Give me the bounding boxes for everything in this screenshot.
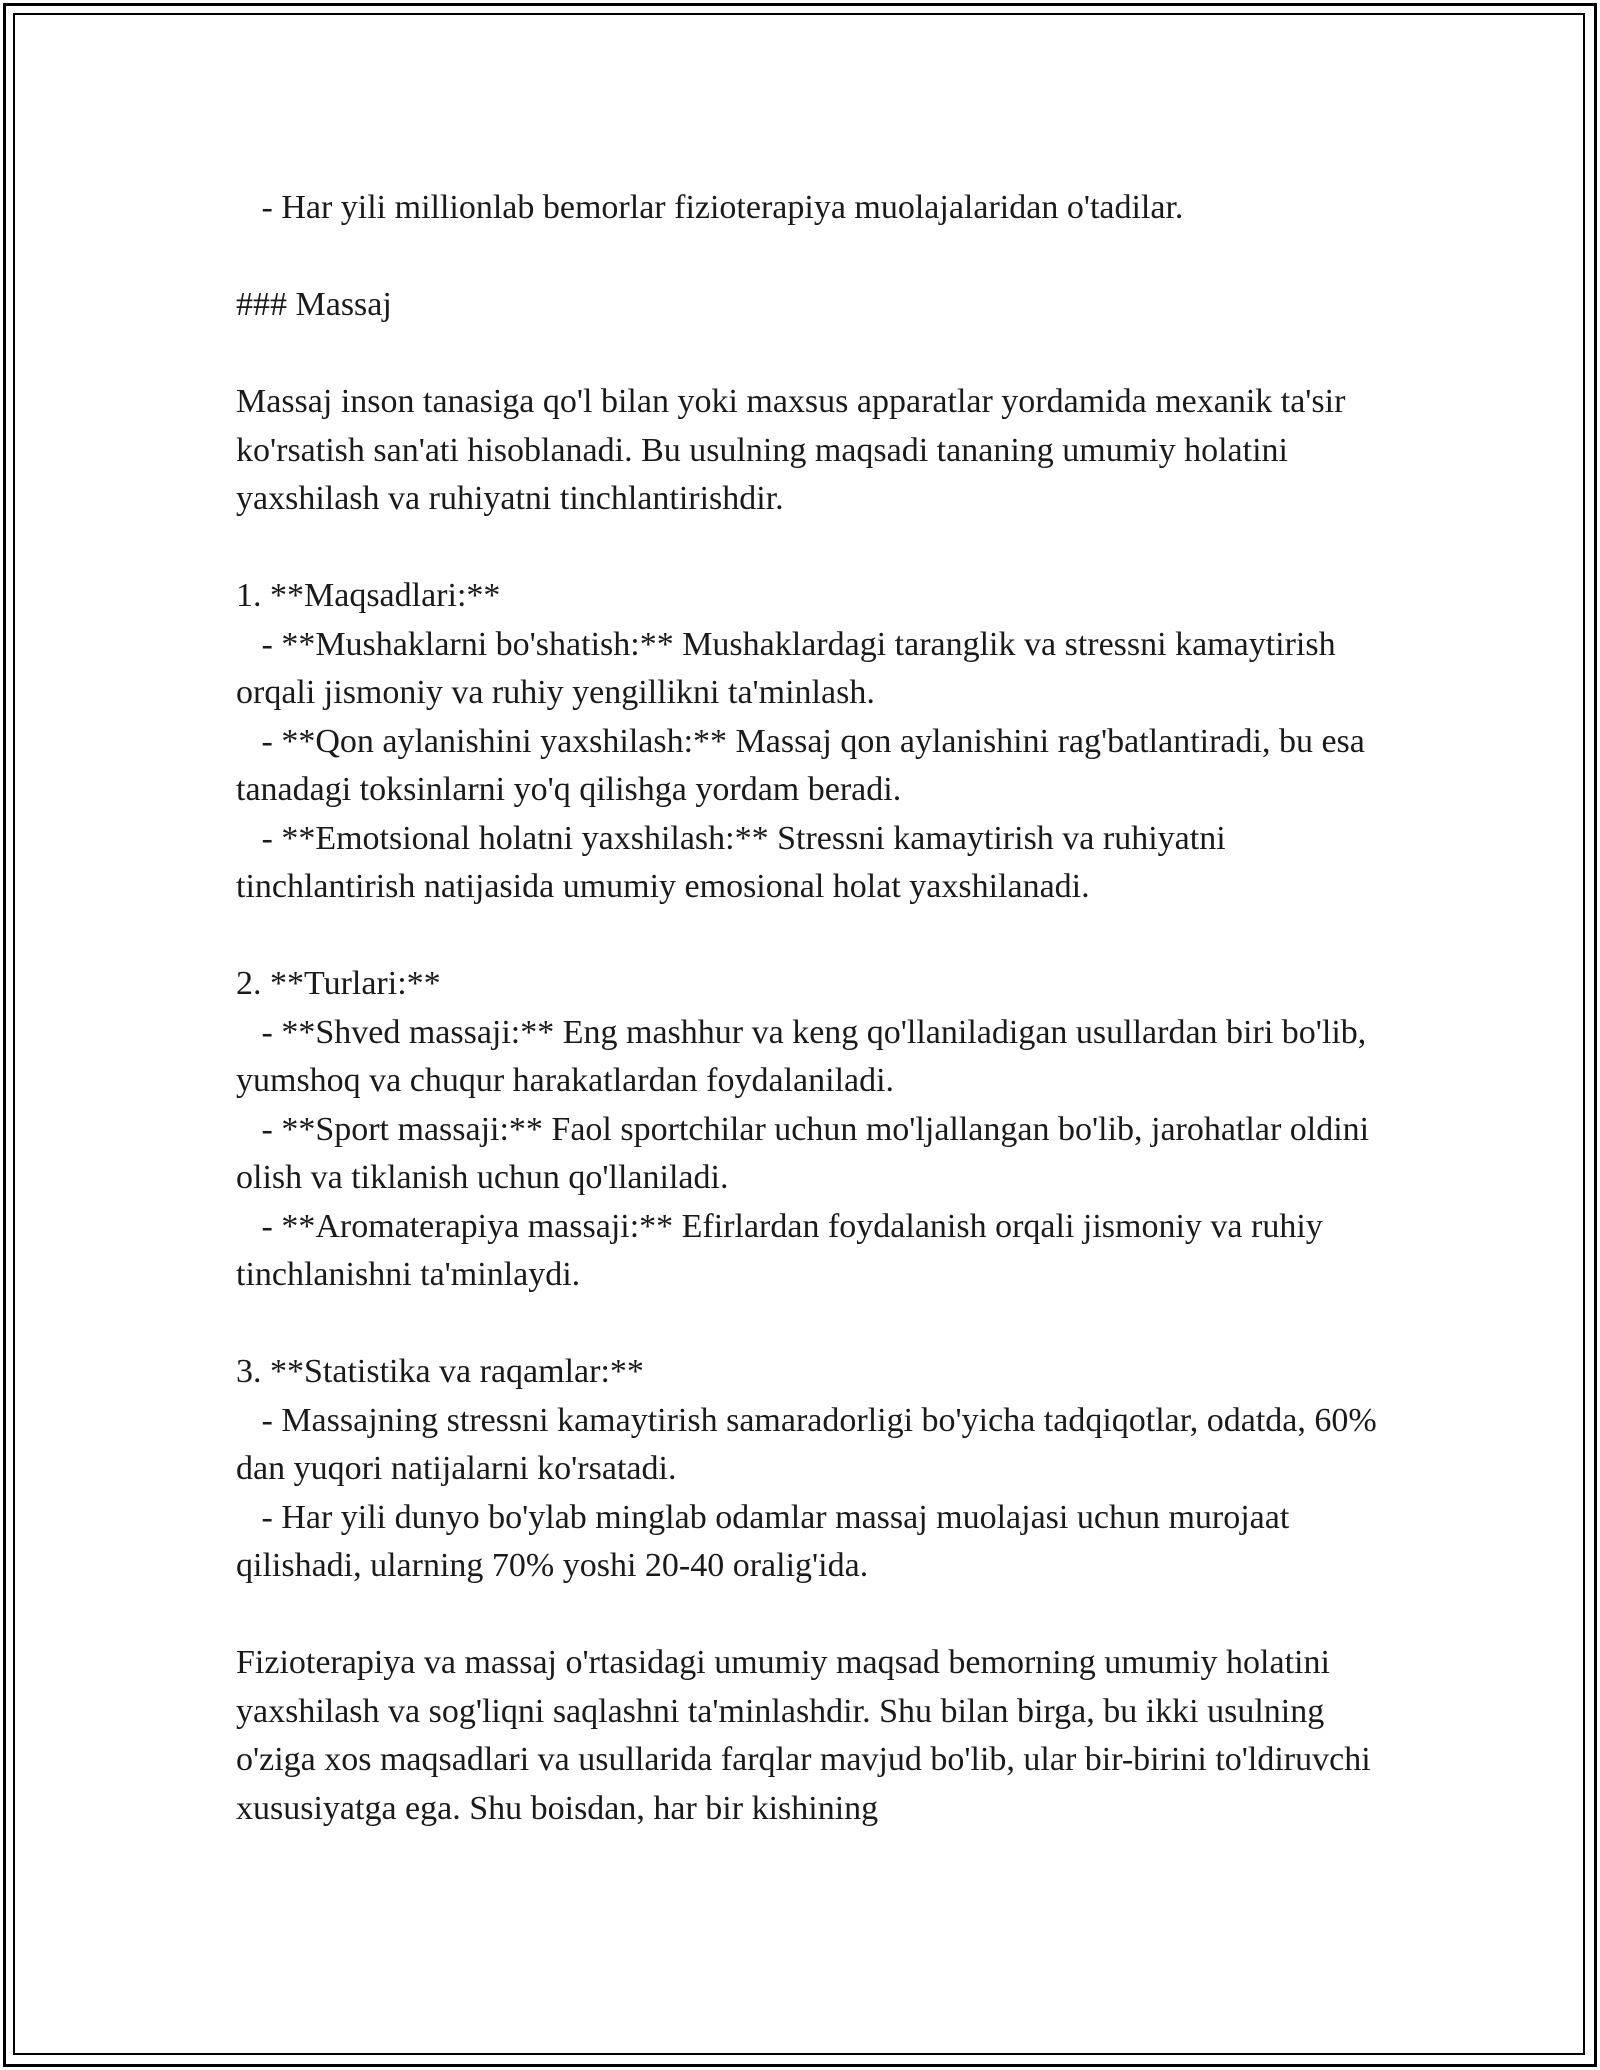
list-item-muscle-relax: - **Mushaklarni bo'shatish:** Mushaklardagi taranglik va stressni kamaytirish orqali jismoniy va ruhiy yengillikni ta'minlash. (236, 625, 1345, 711)
blank-line (236, 524, 1386, 573)
list-item-aromatherapy: - **Aromaterapiya massaji:** Efirlardan foydalanish orqali jismoniy va ruhiy tinchlanishni ta'minlaydi. (236, 1207, 1332, 1293)
document-body (236, 184, 1386, 1833)
blank-line (236, 330, 1386, 379)
list-item-sport: - **Sport massaji:** Faol sportchilar uchun mo'ljallangan bo'lib, jarohatlar oldini olish va tiklanish uchun qo'llaniladi. (236, 1110, 1378, 1196)
list-item-yearly-stats: - Har yili dunyo bo'ylab minglab odamlar massaj muolajasi uchun murojaat qilishadi, ularning 70% yoshi 20-40 oralig'ida. (236, 1498, 1298, 1584)
list-heading-goals: 1. **Maqsadlari:** (236, 577, 501, 614)
list-item-emotional: - **Emotsional holatni yaxshilash:** Stressni kamaytirish va ruhiyatni tinchlantirish natijasida umumiy emosional holat yaxshilanadi. (236, 819, 1235, 905)
section-heading-massaj: ### Massaj (236, 286, 392, 323)
closing-paragraph: Fizioterapiya va massaj o'rtasidagi umumiy maqsad bemorning umumiy holatini yaxshilash va sog'liqni saqlashni ta'minlashdir. Shu bilan birga, bu ikki usulning o'ziga xos maqsadlari va usullarida farqlar mavjud bo'lib, ular bir-birini to'ldiruvchi xususiyatga ega. Shu boisdan, har bir kishining (236, 1644, 1380, 1827)
blank-line (236, 912, 1386, 961)
list-heading-types: 2. **Turlari:** (236, 965, 441, 1002)
intro-paragraph: Massaj inson tanasiga qo'l bilan yoki maxsus apparatlar yordamida mexanik ta'sir ko'rsatish san'ati hisoblanadi. Bu usulning maqsadi tananing umumiy holatini yaxshilash va ruhiyatni tinchlantirishdir. (236, 383, 1354, 517)
list-item-physio-patients: - Har yili millionlab bemorlar fizioterapiya muolajalaridan o'tadilar. (236, 189, 1184, 226)
list-heading-statistics: 3. **Statistika va raqamlar:** (236, 1353, 644, 1390)
blank-line (236, 1591, 1386, 1640)
list-item-stress-stats: - Massajning stressni kamaytirish samaradorligi bo'yicha tadqiqotlar, odatda, 60% dan yuqori natijalarni ko'rsatadi. (236, 1401, 1386, 1487)
list-item-swedish: - **Shved massaji:** Eng mashhur va keng qo'llaniladigan usullardan biri bo'lib, yumshoq va chuqur harakatlardan foydalaniladi. (236, 1013, 1375, 1099)
blank-line (236, 1300, 1386, 1349)
list-item-circulation: - **Qon aylanishini yaxshilash:** Massaj qon aylanishini rag'batlantiradi, bu esa tanadagi toksinlarni yo'q qilishga yordam beradi. (236, 722, 1374, 808)
blank-line (236, 233, 1386, 282)
